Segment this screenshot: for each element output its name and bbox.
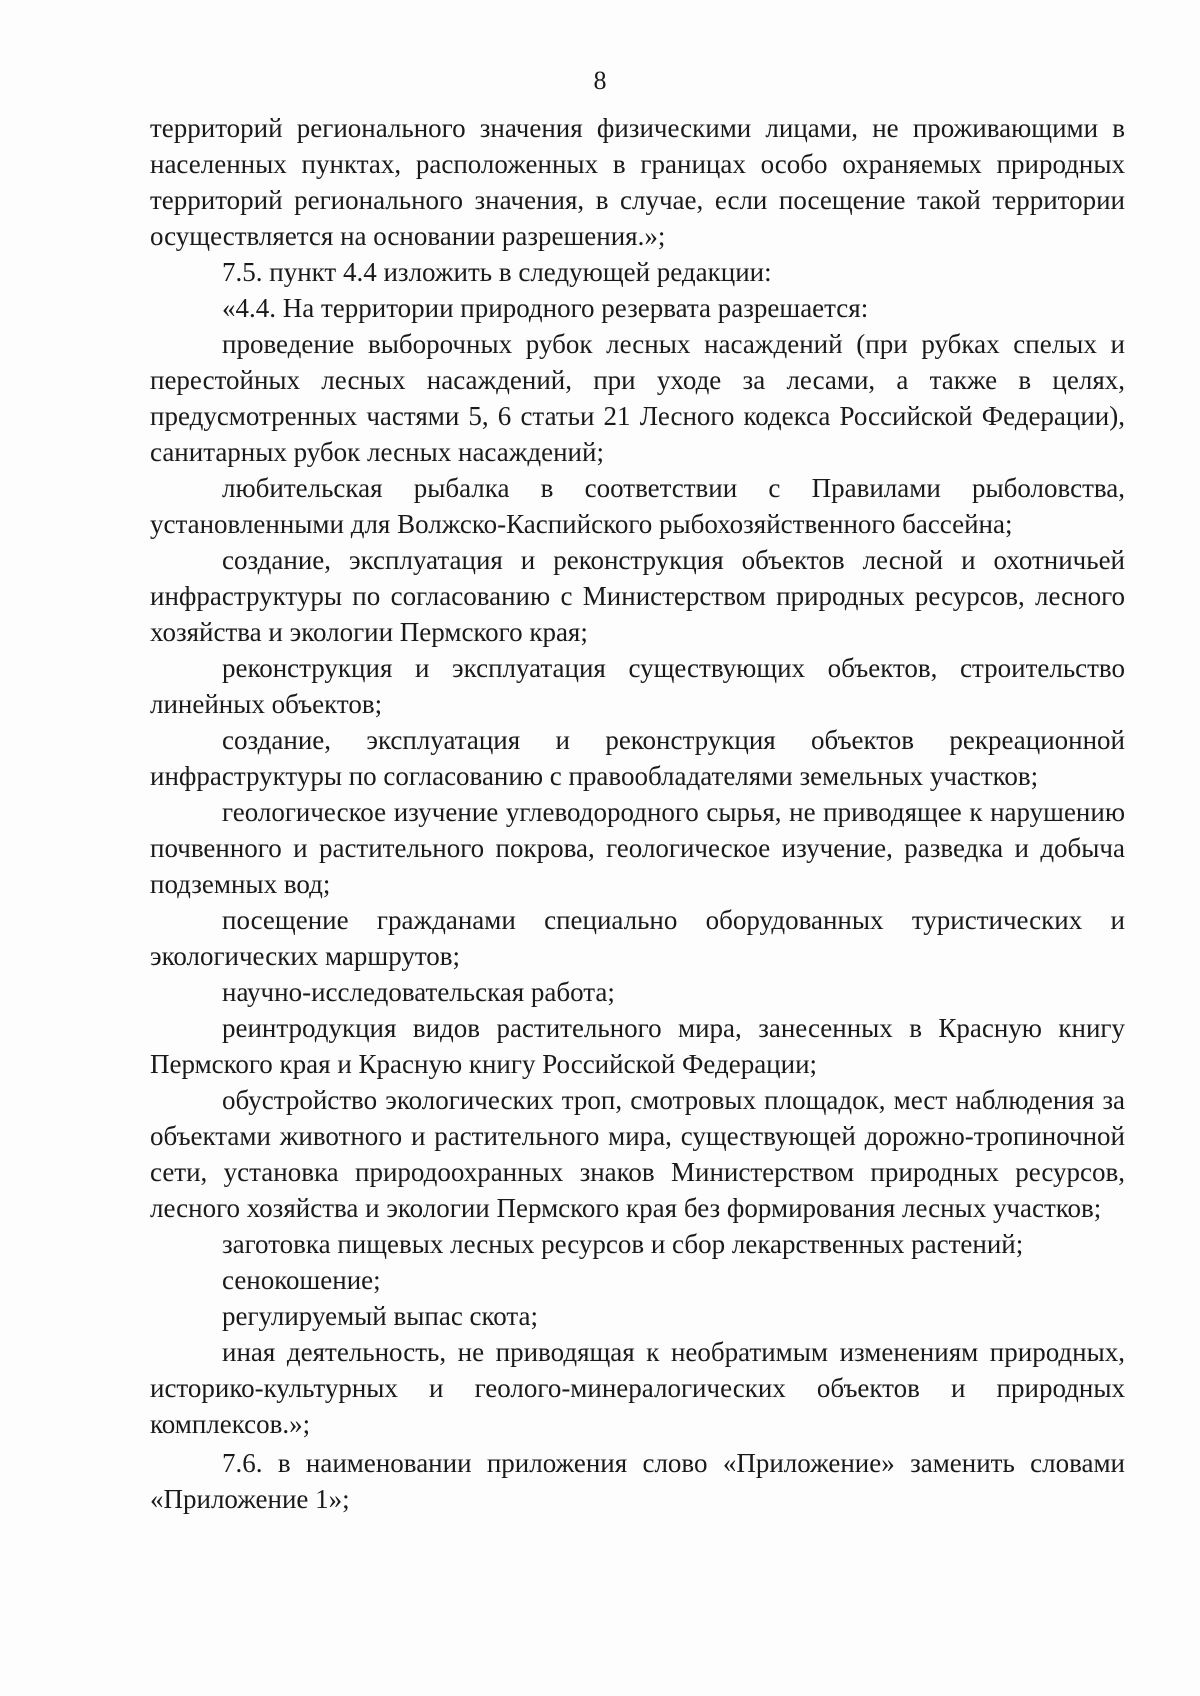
paragraph-other-activity: иная деятельность, не приводящая к необратимым изменениям природных, историко-культурных и геолого-минералогических объектов и природных комплексов.»; xyxy=(150,1337,1125,1439)
paragraph-haymaking: сенокошение; xyxy=(222,1265,381,1295)
paragraph-geology: геологическое изучение углеводородного сырья, не приводящее к нарушению почвенного и растительного покрова, геологическое изучение, разведка и добыча подземных вод; xyxy=(150,797,1125,899)
paragraph-fishing: любительская рыбалка в соответствии с Правилами рыболовства, установленными для Волжско-Каспийского рыбохозяйственного бассейна; xyxy=(150,473,1125,539)
paragraph-reintroduction: реинтродукция видов растительного мира, занесенных в Красную книгу Пермского края и Красную книгу Российской Федерации; xyxy=(150,1013,1125,1079)
paragraph-item-7-5: 7.5. пункт 4.4 изложить в следующей редакции: xyxy=(222,257,772,287)
document-body xyxy=(150,110,1125,1517)
paragraph-routes: посещение гражданами специально оборудованных туристических и экологических маршрутов; xyxy=(150,905,1125,971)
paragraph-item-7-6: 7.6. в наименовании приложения слово «Приложение» заменить словами «Приложение 1»; xyxy=(150,1448,1125,1514)
paragraph-food-resources: заготовка пищевых лесных ресурсов и сбор лекарственных растений; xyxy=(222,1229,1024,1259)
paragraph-eco-trails: обустройство экологических троп, смотровых площадок, мест наблюдения за объектами животного и растительного мира, существующей дорожно-тропиночной сети, установка природоохранных знаков Министерством природных ресурсов, лесного хозяйства и экологии Пермского края без формирования лесных участков; xyxy=(150,1085,1125,1223)
paragraph-forest-infrastructure: создание, эксплуатация и реконструкция объектов лесной и охотничьей инфраструктуры по согласованию с Министерством природных ресурсов, лесного хозяйства и экологии Пермского края; xyxy=(150,545,1125,647)
paragraph-research: научно-исследовательская работа; xyxy=(222,977,615,1007)
page-number: 8 xyxy=(593,66,607,95)
paragraph-grazing: регулируемый выпас скота; xyxy=(222,1301,539,1331)
paragraph-recreation-infrastructure: создание, эксплуатация и реконструкция объектов рекреационной инфраструктуры по согласованию с правообладателями земельных участков; xyxy=(150,725,1125,791)
paragraph-continuation: территорий регионального значения физическими лицами, не проживающими в населенных пунктах, расположенных в границах особо охраняемых природных территорий регионального значения, в случае, если посещение такой территории осуществляется на основании разрешения.»; xyxy=(150,113,1125,251)
paragraph-selective-felling: проведение выборочных рубок лесных насаждений (при рубках спелых и перестойных лесных насаждений, при уходе за лесами, а также в целях, предусмотренных частями 5, 6 статьи 21 Лесного кодекса Российской Федерации), санитарных рубок лесных насаждений; xyxy=(150,329,1125,467)
paragraph-linear-objects: реконструкция и эксплуатация существующих объектов, строительство линейных объектов; xyxy=(150,653,1125,719)
paragraph-item-4-4: «4.4. На территории природного резервата разрешается: xyxy=(222,293,869,323)
